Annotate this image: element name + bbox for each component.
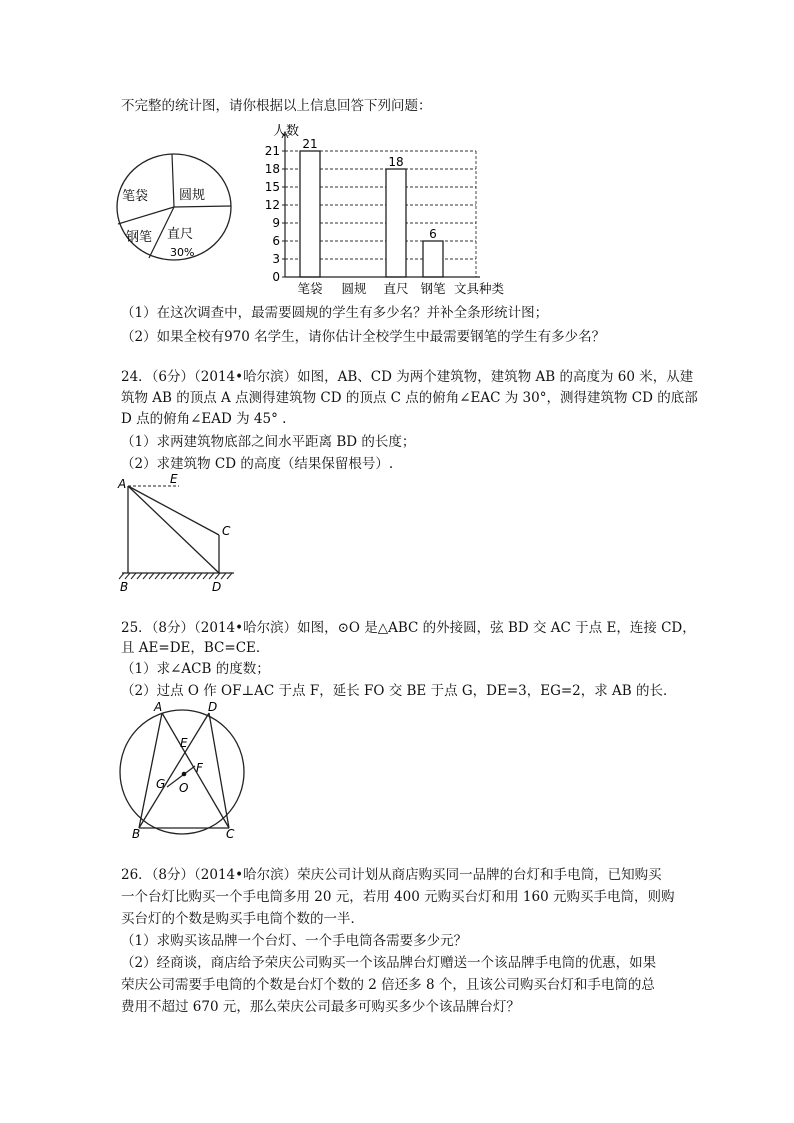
pie-label-compass: 圆规 [179, 188, 206, 203]
x-axis-label: 文具种类 [454, 281, 505, 296]
fig24-label-c: C [222, 524, 231, 538]
x-category-label: 圆规 [341, 281, 367, 296]
bar [423, 241, 443, 277]
y-tick-label: 21 [264, 144, 280, 158]
fig25-label-a: A [154, 700, 163, 714]
bar-data-label: 6 [429, 227, 437, 241]
y-tick-label: 18 [264, 162, 280, 176]
fig24-label-d: D [212, 580, 222, 594]
fig24-label-b: B [120, 580, 129, 594]
bar [386, 169, 406, 277]
bar-data-label: 18 [388, 155, 404, 169]
y-tick-label: 0 [272, 270, 280, 284]
q24-part1: （1）求两建筑物底部之间水平距离 BD 的长度； [121, 434, 416, 450]
q23-part2: （2）如果全校有970 名学生，请你估计全校学生中最需要钢笔的学生有多少名？ [121, 329, 606, 345]
pie-chart [114, 152, 234, 264]
q25-part1: （1）求∠ACB 的度数； [121, 661, 270, 677]
q26-line3: 买台灯的个数是购买手电筒个数的一半． [121, 911, 364, 927]
x-category-label: 钢笔 [420, 281, 446, 296]
q26-line2: 一个台灯比购买一个手电筒多用 20 元，若用 400 元购买台灯和用 160 元购买手电筒，则购 [121, 889, 675, 905]
pie-label-pen: 钢笔 [126, 230, 153, 245]
bar [300, 151, 320, 277]
fig24-label-e: E [170, 472, 178, 486]
y-tick-label: 6 [272, 234, 280, 248]
fig24-label-a: A [118, 477, 127, 491]
q26-part1: （1）求购买该品牌一个台灯、一个手电筒各需要多少元？ [121, 933, 468, 949]
x-category-label: 笔袋 [297, 281, 323, 296]
intro-text: 不完整的统计图，请你根据以上信息回答下列问题： [121, 98, 432, 114]
pie-label-pencilcase: 笔袋 [122, 189, 149, 204]
y-tick-label: 3 [272, 252, 280, 266]
q25-line2: 且 AE=DE，BC=CE． [121, 640, 270, 656]
q24-line1: 24．（6分）（2014•哈尔滨）如图，AB、CD 为两个建筑物，建筑物 AB 的高度为 60 米，从建 [121, 369, 694, 385]
y-axis-label: 人数 [273, 124, 300, 139]
fig25-label-c: C [226, 827, 235, 841]
fig25-label-f: F [196, 761, 203, 775]
q26-line1: 26．（8分）（2014•哈尔滨）荣庆公司计划从商店购买同一品牌的台灯和手电筒，已知购买 [121, 867, 662, 883]
pie-label-ruler-percent: 30% [170, 246, 195, 259]
fig25-label-d: D [208, 700, 218, 714]
fig25-label-e: E [180, 736, 188, 750]
fig25-label-b: B [132, 827, 141, 841]
bar-data-label: 21 [302, 137, 318, 151]
q23-part1: （1）在这次调查中，最需要圆规的学生有多少名？并补全条形统计图； [121, 305, 549, 321]
q26-part2-line1: （2）经商谈，商店给予荣庆公司购买一个该品牌台灯赠送一个该品牌手电筒的优惠，如果 [121, 955, 657, 971]
q26-part2-line2: 荣庆公司需要手电筒的个数是台灯个数的 2 倍还多 8 个，且该公司购买台灯和手电筒的总 [121, 977, 655, 993]
pie-label-ruler: 直尺 [167, 227, 194, 242]
buildings-figure [116, 472, 246, 594]
q25-line1: 25．（8分）（2014•哈尔滨）如图，⊙O 是△ABC 的外接圆，弦 BD 交 AC 于点 E，连接 CD， [121, 620, 696, 636]
bar-chart [258, 124, 518, 296]
x-category-label: 直尺 [383, 281, 409, 296]
fig25-label-o: O [179, 781, 189, 795]
y-tick-label: 15 [264, 180, 280, 194]
q26-part2-line3: 费用不超过 670 元，那么荣庆公司最多可购买多少个该品牌台灯？ [121, 999, 520, 1015]
q24-part2: （2）求建筑物 CD 的高度（结果保留根号）. [121, 456, 394, 472]
q25-part2: （2）过点 O 作 OF⊥AC 于点 F，延长 FO 交 BE 于点 G，DE=3，EG=2，求 AB 的长． [121, 683, 677, 699]
fig25-label-g: G [156, 777, 166, 791]
y-tick-label: 9 [272, 216, 280, 230]
circle-figure [112, 698, 250, 842]
q24-line3: D 点的俯角∠EAD 为 45° . [121, 411, 287, 427]
y-tick-label: 12 [264, 198, 280, 212]
q24-line2: 筑物 AB 的顶点 A 点测得建筑物 CD 的顶点 C 点的俯角∠EAC 为 30°，测得建筑物 CD 的底部 [121, 390, 698, 406]
